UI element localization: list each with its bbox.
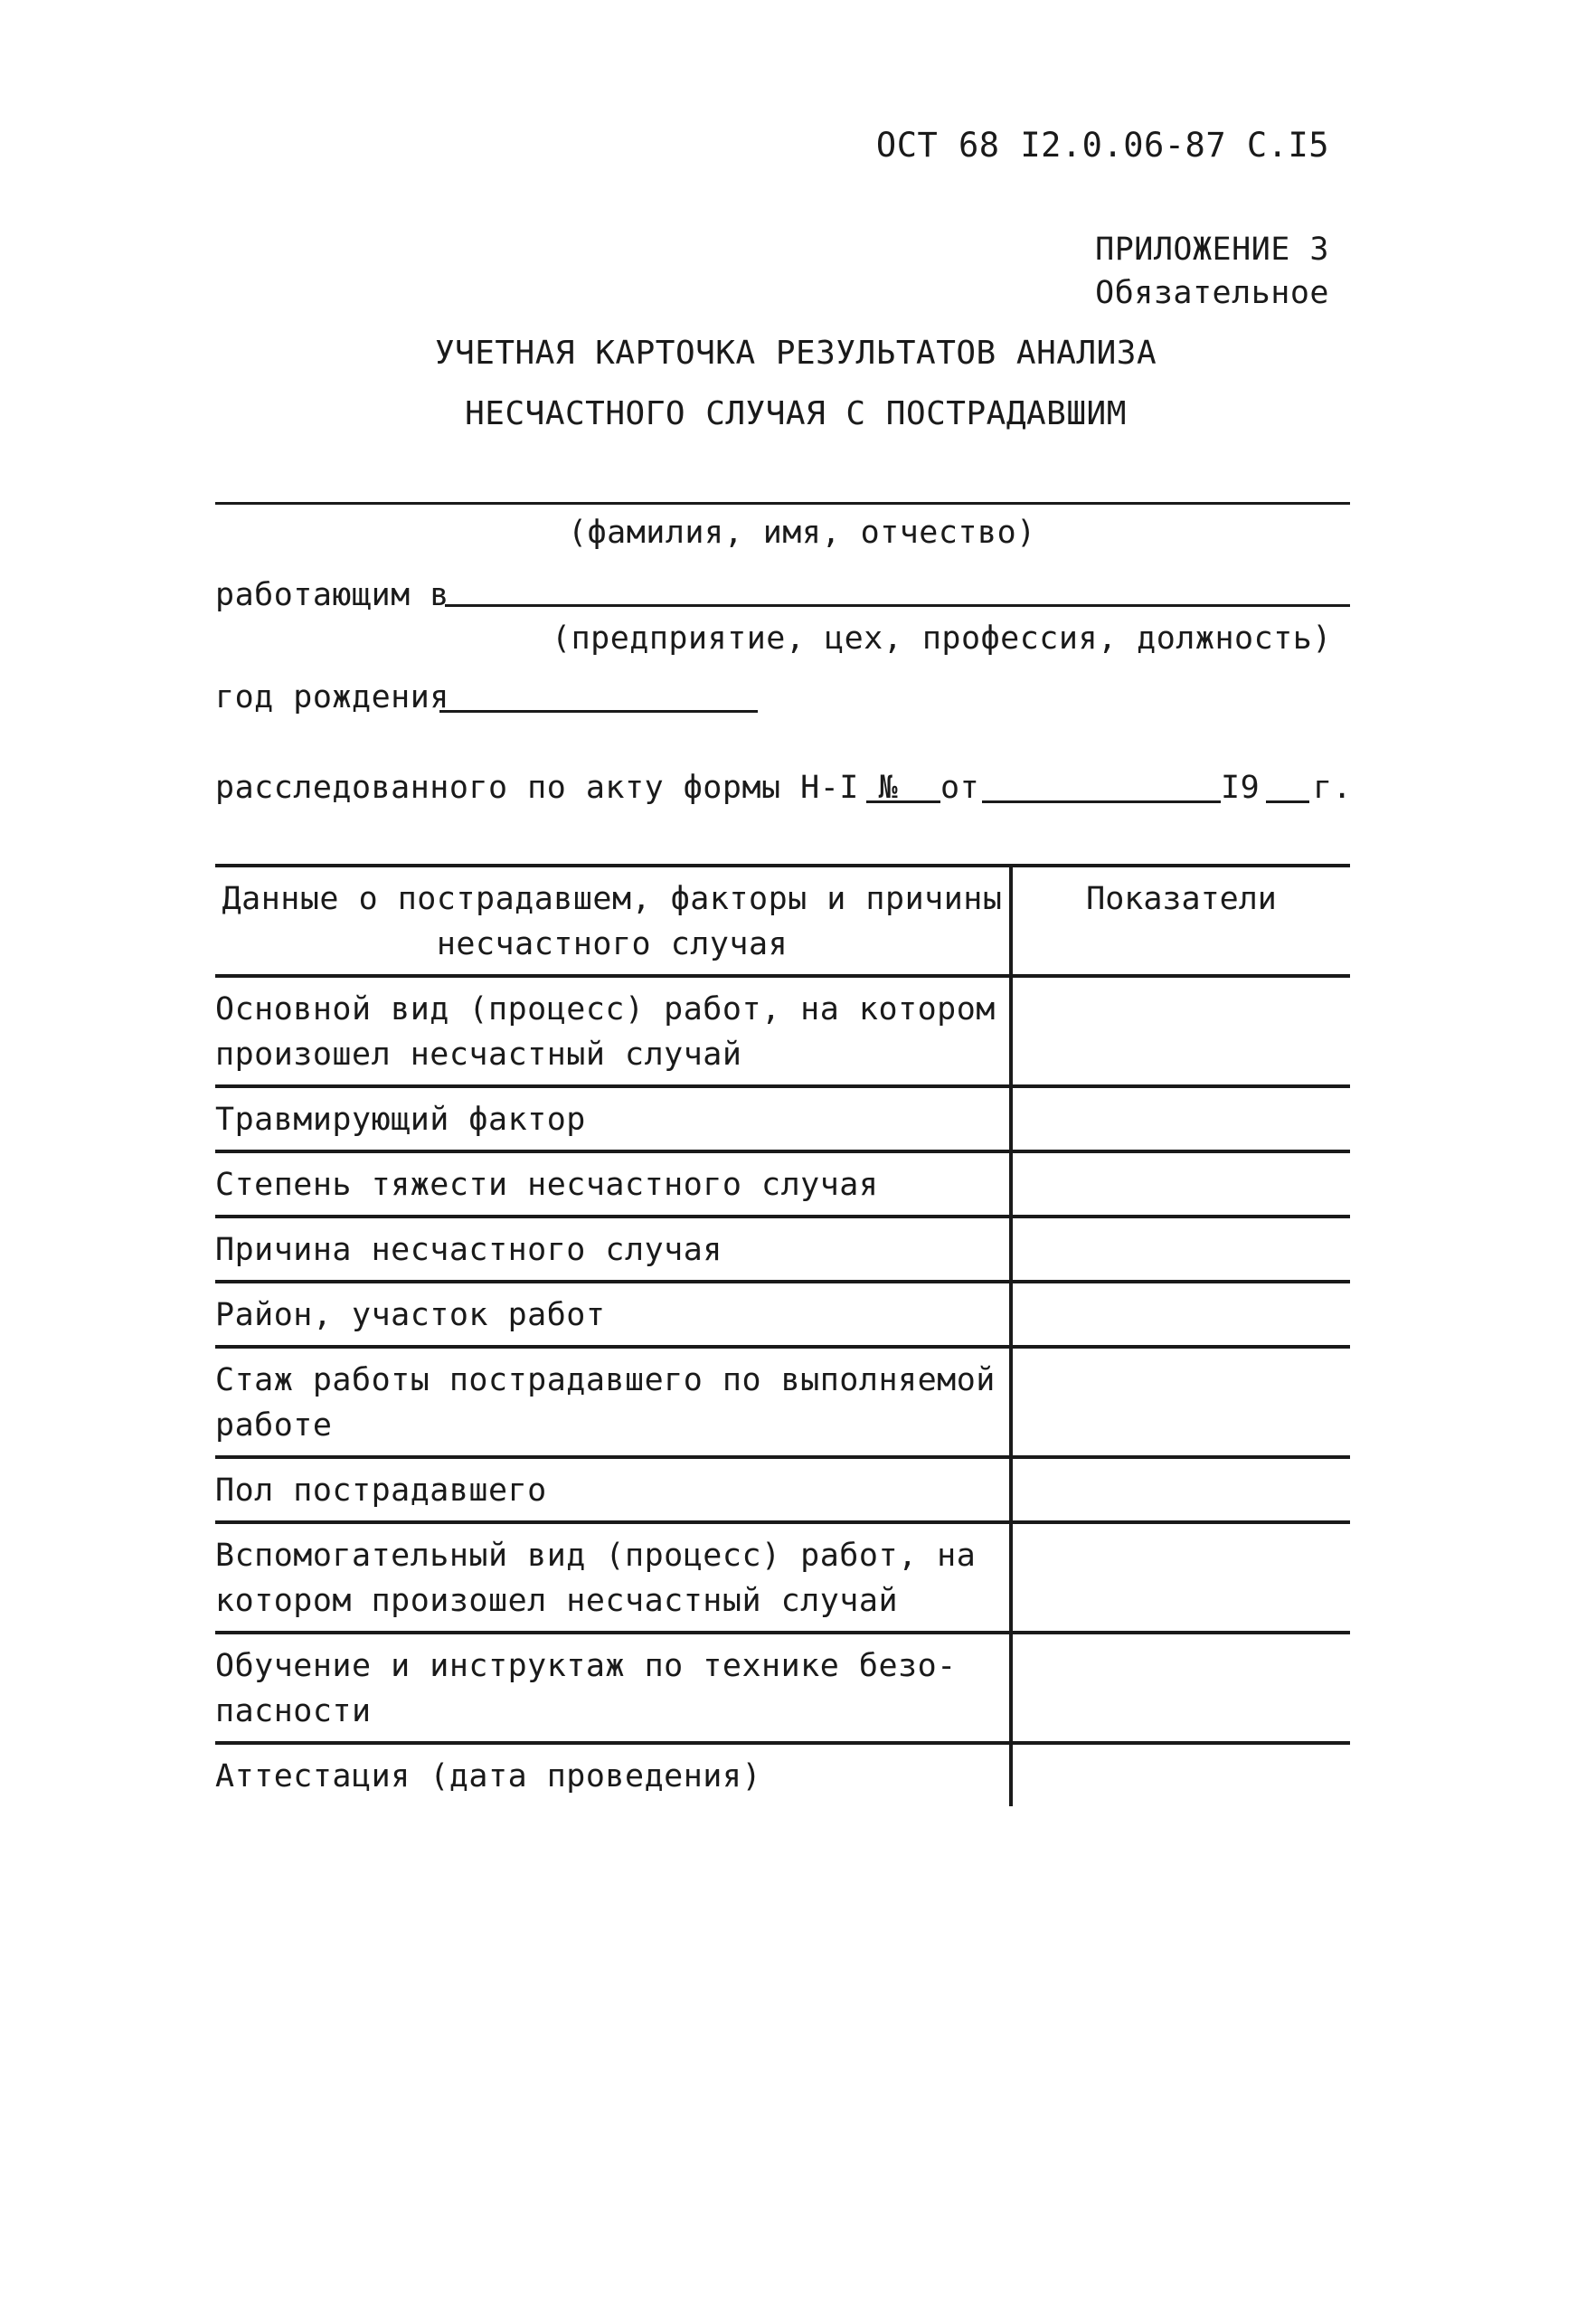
appendix-status: Обязательное: [1095, 275, 1329, 311]
table-row-indicator[interactable]: [1009, 1634, 1350, 1741]
table-header-row: [215, 864, 1350, 974]
table-row: [215, 1150, 1350, 1215]
table-row-indicator[interactable]: [1009, 1283, 1350, 1345]
table-row-factor: [215, 1283, 1009, 1345]
table-row-indicator[interactable]: [1009, 1218, 1350, 1280]
table-row: [215, 1280, 1350, 1345]
table-row-indicator[interactable]: [1009, 1349, 1350, 1455]
table-row-factor: [215, 1218, 1009, 1280]
table-row-factor: [215, 1745, 1009, 1806]
act-year-field-line: [1266, 800, 1309, 803]
act-label: расследованного по акту формы Н-I №: [215, 770, 899, 806]
name-field-line: [215, 502, 1350, 505]
title-line-1: УЧЕТНАЯ КАРТОЧКА РЕЗУЛЬТАТОВ АНАЛИЗА: [434, 335, 1157, 372]
analysis-table: [215, 864, 1350, 1806]
table-row-indicator[interactable]: [1009, 1088, 1350, 1150]
table-row-factor: [215, 1524, 1009, 1631]
table-row-factor-line1: Степень тяжести несчастного случая: [215, 1167, 879, 1203]
table-row: [215, 1631, 1350, 1741]
table-row-indicator[interactable]: [1009, 1459, 1350, 1520]
act-number-field-line: [866, 800, 940, 803]
workplace-field-caption: (предприятие, цех, профессия, должность): [552, 620, 1332, 657]
table-row: [215, 1215, 1350, 1280]
table-row-factor: [215, 978, 1009, 1084]
name-field-caption: (фамилия, имя, отчество): [568, 515, 1036, 551]
table-row-factor-line2: котором произошел несчастный случай: [215, 1583, 899, 1619]
table-row-factor-line1: Вспомогательный вид (процесс) работ, на: [215, 1538, 977, 1574]
table-row: [215, 1520, 1350, 1631]
table-row-factor: [215, 1153, 1009, 1215]
birth-year-label: год рождения: [215, 679, 449, 715]
table-row-factor: [215, 1459, 1009, 1520]
table-row: [215, 1345, 1350, 1455]
table-row-factor-line1: Аттестация (дата проведения): [215, 1758, 762, 1794]
table-row-factor-line1: Стаж работы пострадавшего по выполняемой: [215, 1362, 996, 1398]
table-header-factors-line2: несчастного случая: [436, 926, 789, 962]
workplace-field-line: [445, 604, 1350, 607]
table-header-factors-line1: Данные о пострадавшем, факторы и причины: [222, 881, 1003, 917]
document-code: ОСТ 68 I2.0.06-87 С.I5: [875, 126, 1329, 165]
table-row-factor-line1: Пол пострадавшего: [215, 1472, 547, 1509]
table-row: [215, 1084, 1350, 1150]
table-row-factor-line1: Травмирующий фактор: [215, 1102, 586, 1138]
act-year-prefix: I9: [1221, 770, 1261, 806]
table-header-indicators: Показатели: [1009, 867, 1350, 974]
act-date-field-line: [982, 800, 1221, 803]
table-row-factor-line2: произошел несчастный случай: [215, 1037, 742, 1073]
table-row-factor: [215, 1088, 1009, 1150]
table-row-factor-line1: Основной вид (процесс) работ, на котором: [215, 991, 996, 1027]
table-row: [215, 974, 1350, 1084]
table-row-factor-line1: Причина несчастного случая: [215, 1232, 722, 1268]
table-row-factor: [215, 1349, 1009, 1455]
workplace-label: работающим в: [215, 577, 449, 613]
table-row-factor-line2: пасности: [215, 1693, 372, 1729]
appendix-label: ПРИЛОЖЕНИЕ 3: [1095, 232, 1329, 268]
table-row-indicator[interactable]: [1009, 978, 1350, 1084]
birth-year-field-line: [439, 710, 758, 713]
table-row: [215, 1455, 1350, 1520]
act-year-suffix: г.: [1313, 770, 1353, 806]
table-row: [215, 1741, 1350, 1806]
table-header-factors: [215, 867, 1009, 974]
table-row-indicator[interactable]: [1009, 1745, 1350, 1806]
table-row-factor-line1: Район, участок работ: [215, 1297, 606, 1333]
table-row-factor-line1: Обучение и инструктаж по технике безо-: [215, 1648, 957, 1684]
table-row-factor-line2: работе: [215, 1407, 333, 1444]
act-from-label: от: [940, 770, 980, 806]
table-row-indicator[interactable]: [1009, 1153, 1350, 1215]
table-row-factor: [215, 1634, 1009, 1741]
title-line-2: НЕСЧАСТНОГО СЛУЧАЯ С ПОСТРАДАВШИМ: [465, 395, 1127, 432]
table-row-indicator[interactable]: [1009, 1524, 1350, 1631]
table-body: [215, 974, 1350, 1806]
